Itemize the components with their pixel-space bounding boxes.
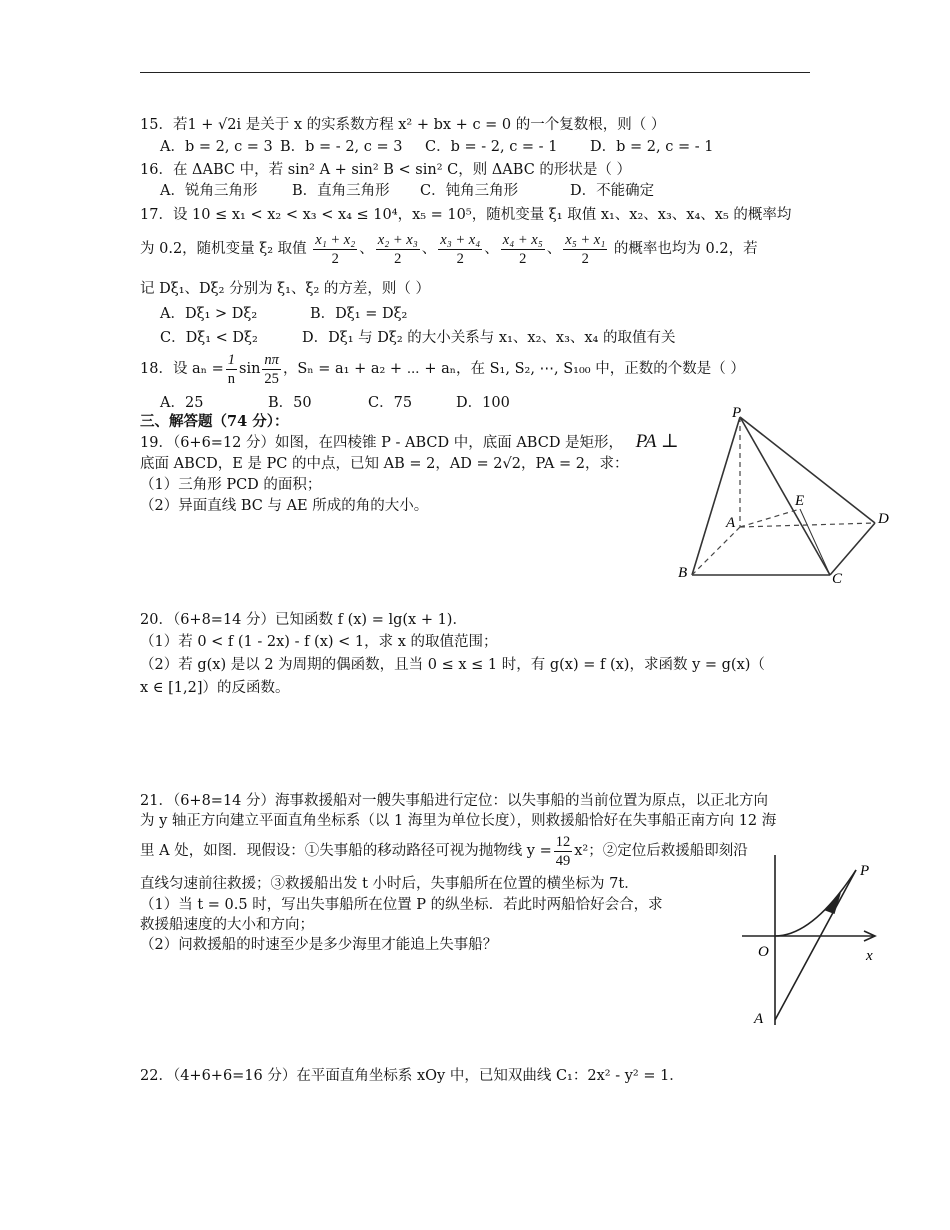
q19-line1-tail: PA ⊥	[635, 431, 679, 452]
q18-fraction-2: $\frac{n\pi}{25}$	[264, 351, 279, 387]
pyramid-label-e: E	[795, 493, 805, 509]
q17-options-ab	[160, 305, 407, 323]
pyramid-label-p: P	[732, 405, 742, 421]
q21-line2: 为 y 轴正方向建立平面直角坐标系（以 1 海里为单位长度），则救援船恰好在失事船正南方向 12 海	[140, 813, 777, 829]
q15-option-a: A．b = 2, c = 3	[160, 139, 273, 155]
q19-line3: （1）三角形 PCD 的面积；	[140, 477, 322, 493]
q17-fraction-1: $\frac{\text{x₁ + x₂}}{2}$	[315, 231, 356, 267]
q20-line3: （2）若 g(x) 是以 2 为周期的偶函数，且当 0 ≤ x ≤ 1 时，有 g(x) = f (x)，求函数 y = g(x)（	[140, 657, 765, 673]
q20-line4: x ∈ [1,2]）的反函数。	[140, 680, 290, 696]
q17-line2: 为 0.2，随机变量 ξ₂ 取值 $\frac{\text{x₁ + x₂}}{2}$ 、 $\frac{\text{x₂ + x₃}}{2}$ 、 $\frac{\text{x₃ + x₄}}{2}$ 、 $\frac{\text{x₄ + x₅}}{2}$ 、 $\frac{\text{x₅ + x₁}}{2}$ 的概率也均为 0.2，若	[140, 231, 758, 267]
q16-options	[160, 182, 654, 200]
q18-options	[160, 394, 510, 412]
q19-line2: 底面 ABCD，E 是 PC 的中点，已知 AB = 2，AD = 2√2，PA = 2，求：	[140, 456, 629, 472]
pyramid-label-b: B	[678, 565, 688, 581]
q19-line1-text: 19．（6+6=12 分）如图，在四棱锥 P - ABCD 中，底面 ABCD 是矩形，	[140, 435, 624, 451]
q21-line7: （2）问救援船的时速至少是多少海里才能追上失事船？	[140, 937, 498, 953]
rescue-label-p: P	[860, 863, 870, 879]
q15-stem: 15．若1 + √2i 是关于 x 的实系数方程 x² + bx + c = 0 的一个复数根，则（ ）	[140, 117, 666, 133]
q21-fraction: $\frac{12}{49}$	[555, 833, 571, 869]
q17-options-cd	[160, 329, 675, 347]
q18-option-d: D．100	[456, 395, 510, 411]
pyramid-label-c: C	[832, 571, 843, 587]
q17-line3: 记 Dξ₁、Dξ₂ 分别为 ξ₁、ξ₂ 的方差，则（ ）	[140, 281, 430, 297]
pyramid-label-a: A	[726, 515, 736, 531]
q16-option-b: B．直角三角形	[292, 183, 390, 199]
q20-line2: （1）若 0 < f (1 - 2x) - f (x) < 1，求 x 的取值范围；	[140, 634, 498, 650]
rescue-label-a: A	[754, 1011, 764, 1027]
q22-line: 22．（4+6+6=16 分）在平面直角坐标系 xOy 中，已知双曲线 C₁：2x² - y² = 1．	[140, 1068, 684, 1084]
q21-line5: （1）当 t = 0.5 时，写出失事船所在位置 P 的纵坐标．若此时两船恰好会合，求	[140, 897, 663, 913]
q18-sin: sin	[239, 361, 261, 377]
rescue-figure	[738, 855, 888, 1035]
q21-line3-post: x²；②定位后救援船即刻沿	[574, 843, 748, 859]
q20-line1: 20．（6+8=14 分）已知函数 f (x) = lg(x + 1)．	[140, 612, 467, 628]
q16-stem: 16．在 ΔABC 中，若 sin² A + sin² B < sin² C，则 ΔABC 的形状是（ ）	[140, 162, 632, 178]
q17-option-b: B．Dξ₁ = Dξ₂	[310, 306, 408, 322]
q21-line6: 救援船速度的大小和方向；	[140, 917, 314, 933]
q17-line2-post: 的概率也均为 0.2，若	[613, 241, 758, 257]
q21-line3-pre: 里 A 处，如图．现假设：①失事船的移动路径可视为抛物线 y =	[140, 843, 552, 859]
q17-fraction-4: $\frac{\text{x₄ + x₅}}{2}$	[502, 231, 543, 267]
rescue-label-o: O	[758, 944, 769, 960]
q16-option-c: C．钝角三角形	[420, 183, 519, 199]
q17-fraction-5: $\frac{\text{x₅ + x₁}}{2}$	[565, 231, 606, 267]
header-rule	[140, 72, 810, 73]
q21-line3	[140, 832, 748, 870]
q15-option-c: C．b = - 2, c = - 1	[425, 139, 558, 155]
q19-line1	[140, 433, 679, 452]
q18-option-a: A．25	[160, 395, 204, 411]
pyramid-figure	[670, 405, 900, 590]
q18-option-b: B．50	[268, 395, 312, 411]
q19-line4: （2）异面直线 BC 与 AE 所成的角的大小。	[140, 498, 429, 514]
q16-option-d: D．不能确定	[570, 183, 655, 199]
q17-fraction-3: $\frac{\text{x₃ + x₄}}{2}$	[440, 231, 481, 267]
q18-fraction-1: $\frac{1}{n}$	[227, 351, 235, 387]
q17-fraction-2: $\frac{\text{x₂ + x₃}}{2}$	[377, 231, 418, 267]
q21-line4: 直线匀速前往救援；③救援船出发 t 小时后，失事船所在位置的横坐标为 7t．	[140, 876, 639, 892]
q18-pre: 18．设 aₙ =	[140, 361, 224, 377]
q17-line1: 17．设 10 ≤ x₁ < x₂ < x₃ < x₄ ≤ 10⁴，x₅ = 10⁵，随机变量 ξ₁ 取值 x₁、x₂、x₃、x₄、x₅ 的概率均	[140, 207, 792, 223]
q18-option-c: C．75	[368, 395, 413, 411]
q15-options	[160, 138, 713, 156]
q18-stem	[140, 350, 745, 388]
q18-post: ，Sₙ = a₁ + a₂ + ⋯ + aₙ，在 S₁, S₂, ⋯, S₁₀₀ 中，正数的个数是（ ）	[282, 361, 745, 377]
q21-line1: 21．（6+8=14 分）海事救援船对一艘失事船进行定位：以失事船的当前位置为原点，以正北方向	[140, 793, 769, 809]
q15-option-d: D．b = 2, c = - 1	[590, 139, 714, 155]
rescue-label-x: x	[866, 948, 873, 964]
pyramid-label-d: D	[878, 511, 889, 527]
q17-line2-pre: 为 0.2，随机变量 ξ₂ 取值	[140, 241, 307, 257]
q16-option-a: A．锐角三角形	[160, 183, 258, 199]
q17-option-d: D．Dξ₁ 与 Dξ₂ 的大小关系与 x₁、x₂、x₃、x₄ 的取值有关	[302, 330, 676, 346]
section-heading: 三、解答题（74 分）：	[140, 413, 289, 430]
q17-option-c: C．Dξ₁ < Dξ₂	[160, 330, 258, 346]
q15-option-b: B．b = - 2, c = 3	[280, 139, 403, 155]
q17-option-a: A．Dξ₁ > Dξ₂	[160, 306, 258, 322]
